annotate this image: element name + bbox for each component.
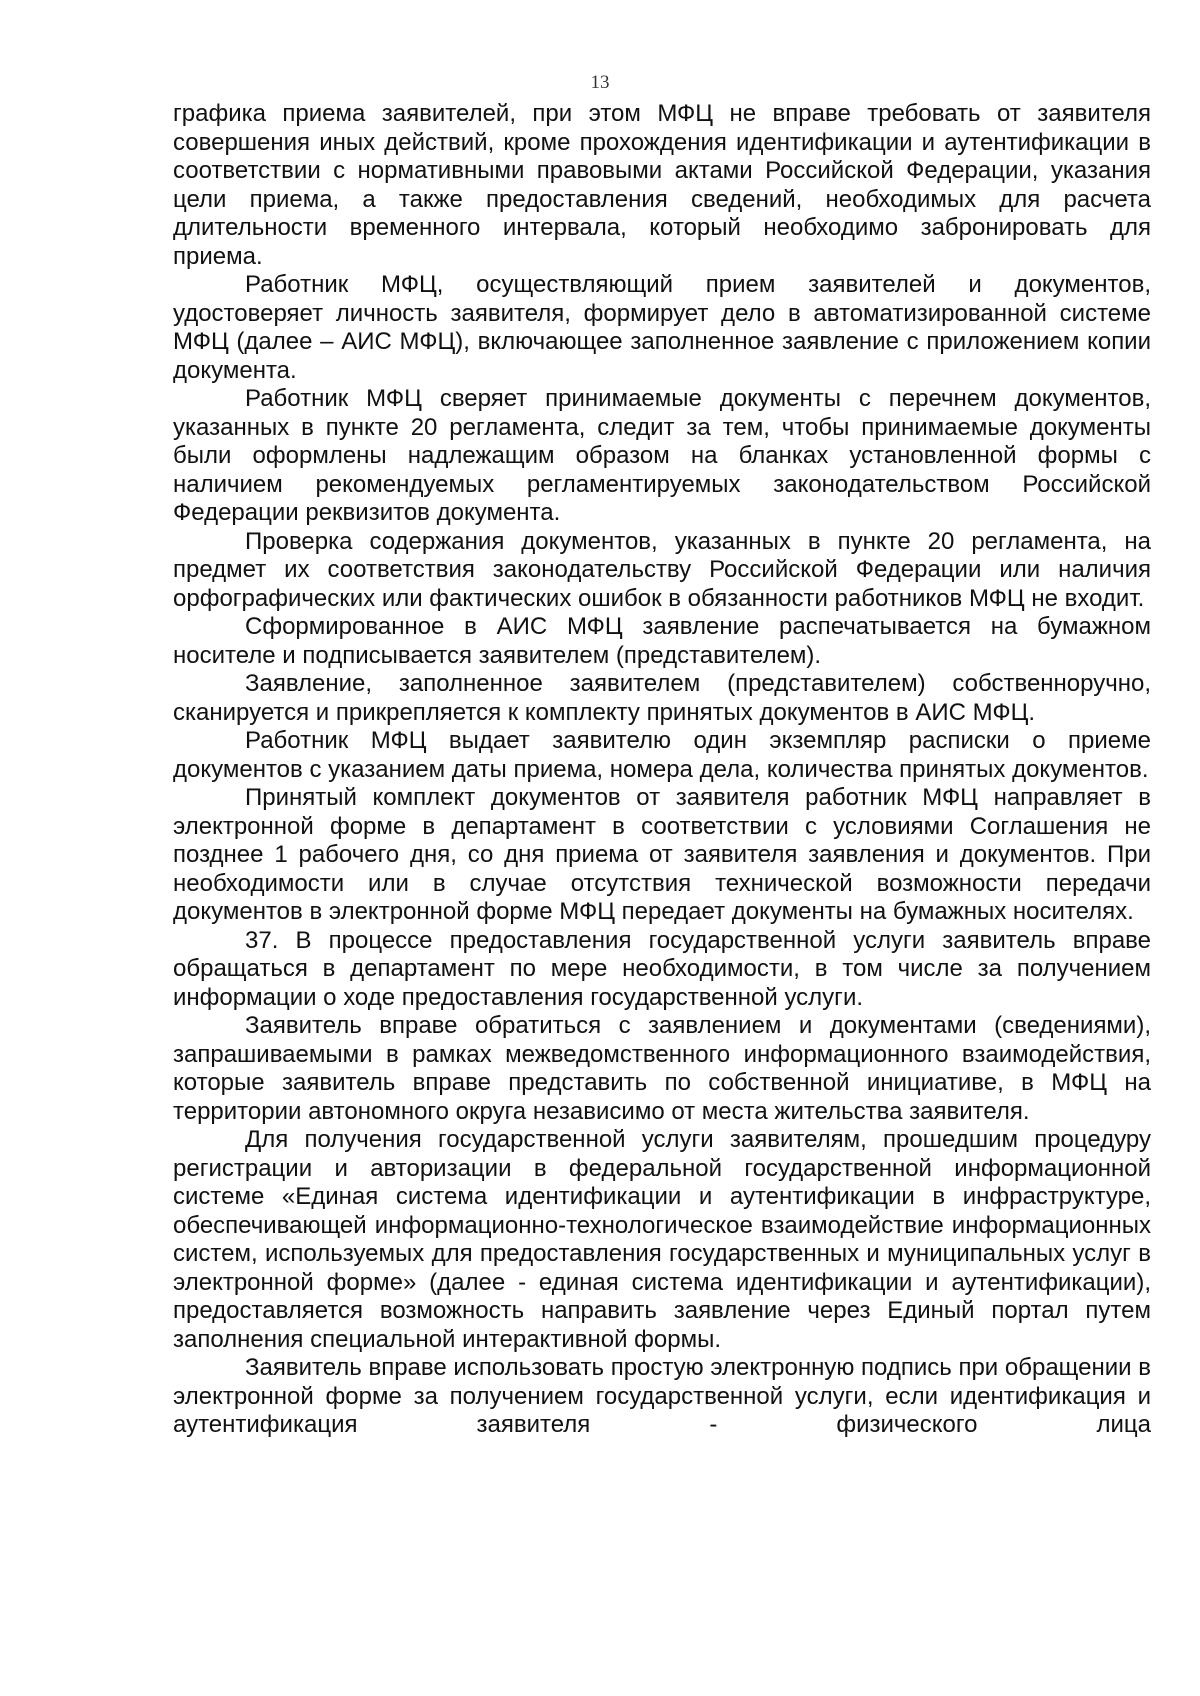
document-body bbox=[173, 100, 1151, 1440]
paragraph-item-37: 37. В процессе предоставления государственной услуги заявитель вправе обращаться в департамент по мере необходимости, в том числе за получением информации о ходе предоставления государственной услуги. bbox=[173, 926, 1151, 1011]
paragraph: Заявитель вправе обратиться с заявлением и документами (сведениями), запрашиваемыми в рамках межведомственного информационного взаимодействия, которые заявитель вправе представить по собственной инициативе, в МФЦ на территории автономного округа независимо от места жительства заявителя. bbox=[173, 1012, 1151, 1125]
paragraph: Принятый комплект документов от заявителя работник МФЦ направляет в электронной форме в департамент в соответствии с условиями Соглашения не позднее 1 рабочего дня, со дня приема от заявителя заявления и документов. При необходимости или в случае отсутствия технической возможности передачи документов в электронной форме МФЦ передает документы на бумажных носителях. bbox=[173, 784, 1151, 925]
page-number: 13 bbox=[590, 72, 610, 93]
paragraph: Работник МФЦ, осуществляющий прием заявителей и документов, удостоверяет личность заявителя, формирует дело в автоматизированной системе МФЦ (далее – АИС МФЦ), включающее заполненное заявление с приложением копии документа. bbox=[173, 271, 1151, 384]
paragraph-continues: Заявитель вправе использовать простую электронную подпись при обращении в электронной форме за получением государственной услуги, если идентификация и аутентификация заявителя - физического лица bbox=[173, 1354, 1151, 1438]
paragraph: Для получения государственной услуги заявителям, прошедшим процедуру регистрации и авторизации в федеральной государственной информационной системе «Единая система идентификации и аутентификации в инфраструктуре, обеспечивающей информационно-технологическое взаимодействие информационных систем, используемых для предоставления государственных и муниципальных услуг в электронной форме» (далее - единая система идентификации и аутентификации), предоставляется возможность направить заявление через Единый портал путем заполнения специальной интерактивной формы. bbox=[173, 1126, 1151, 1353]
paragraph: Заявление, заполненное заявителем (представителем) собственноручно, сканируется и прикрепляется к комплекту принятых документов в АИС МФЦ. bbox=[173, 670, 1151, 726]
paragraph: Работник МФЦ выдает заявителю один экземпляр расписки о приеме документов с указанием даты приема, номера дела, количества принятых документов. bbox=[173, 727, 1151, 783]
paragraph: Сформированное в АИС МФЦ заявление распечатывается на бумажном носителе и подписывается заявителем (представителем). bbox=[173, 613, 1151, 669]
paragraph: Работник МФЦ сверяет принимаемые документы с перечнем документов, указанных в пункте 20 регламента, следит за тем, чтобы принимаемые документы были оформлены надлежащим образом на бланках установленной формы с наличием рекомендуемых регламентируемых законодательством Российской Федерации реквизитов документа. bbox=[173, 385, 1151, 526]
paragraph: Проверка содержания документов, указанных в пункте 20 регламента, на предмет их соответствия законодательству Российской Федерации или наличия орфографических или фактических ошибок в обязанности работников МФЦ не входит. bbox=[173, 527, 1151, 612]
paragraph-continued: графика приема заявителей, при этом МФЦ не вправе требовать от заявителя совершения иных действий, кроме прохождения идентификации и аутентификации в соответствии с нормативными правовыми актами Российской Федерации, указания цели приема, а также предоставления сведений, необходимых для расчета длительности временного интервала, который необходимо забронировать для приема. bbox=[173, 100, 1151, 270]
